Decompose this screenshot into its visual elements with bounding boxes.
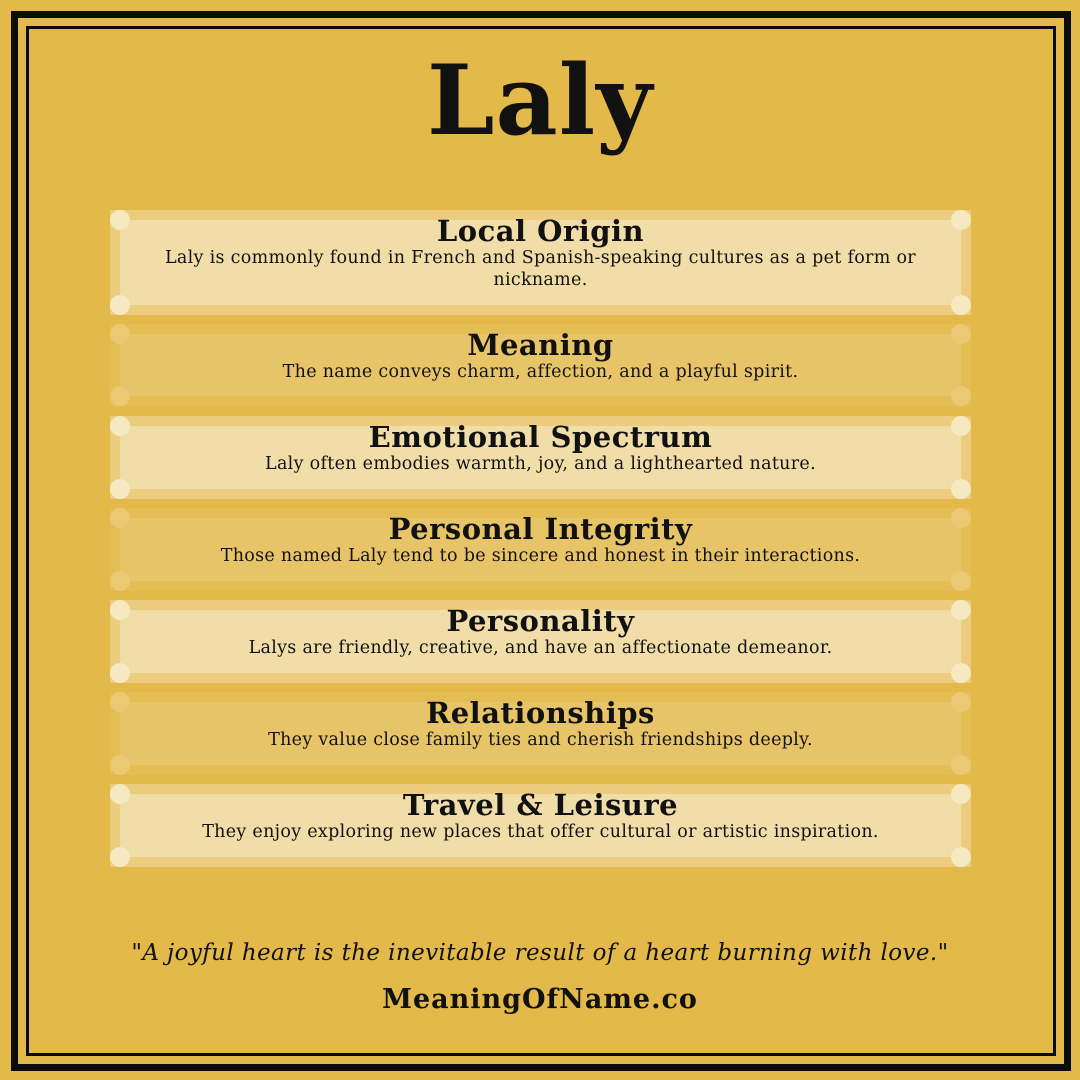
section-heading: Personality — [446, 604, 635, 638]
section-text: Laly is commonly found in French and Spanish-speaking cultures as a pet form or nickname. — [165, 248, 916, 290]
section-text: Those named Laly tend to be sincere and honest in their interactions. — [220, 546, 861, 566]
section-text: Lalys are friendly, creative, and have an affectionate demeanor. — [248, 638, 833, 658]
section-card-travel-leisure — [110, 784, 971, 867]
quote: "A joyful heart is the inevitable result of a heart burning with love." — [131, 940, 949, 966]
section-heading: Relationships — [426, 696, 655, 730]
page-title: Laly — [427, 44, 653, 157]
section-heading: Travel & Leisure — [402, 788, 679, 822]
section-text: The name conveys charm, affection, and a playful spirit. — [282, 362, 799, 382]
section-text: They value close family ties and cherish friendships deeply. — [268, 730, 813, 750]
site-name: MeaningOfName.co — [382, 984, 698, 1015]
section-heading: Local Origin — [436, 214, 645, 248]
section-card-personality — [110, 600, 971, 683]
section-heading: Emotional Spectrum — [368, 420, 713, 454]
section-text: They enjoy exploring new places that offer cultural or artistic inspiration. — [202, 822, 879, 842]
section-heading: Personal Integrity — [388, 512, 693, 546]
section-card-relationships — [110, 692, 971, 775]
section-card-personal-integrity — [110, 508, 971, 591]
section-heading: Meaning — [467, 328, 614, 362]
section-card-meaning — [110, 324, 971, 406]
section-text: Laly often embodies warmth, joy, and a lighthearted nature. — [265, 454, 816, 474]
section-card-emotional-spectrum — [110, 416, 971, 499]
section-card-local-origin — [110, 210, 971, 315]
